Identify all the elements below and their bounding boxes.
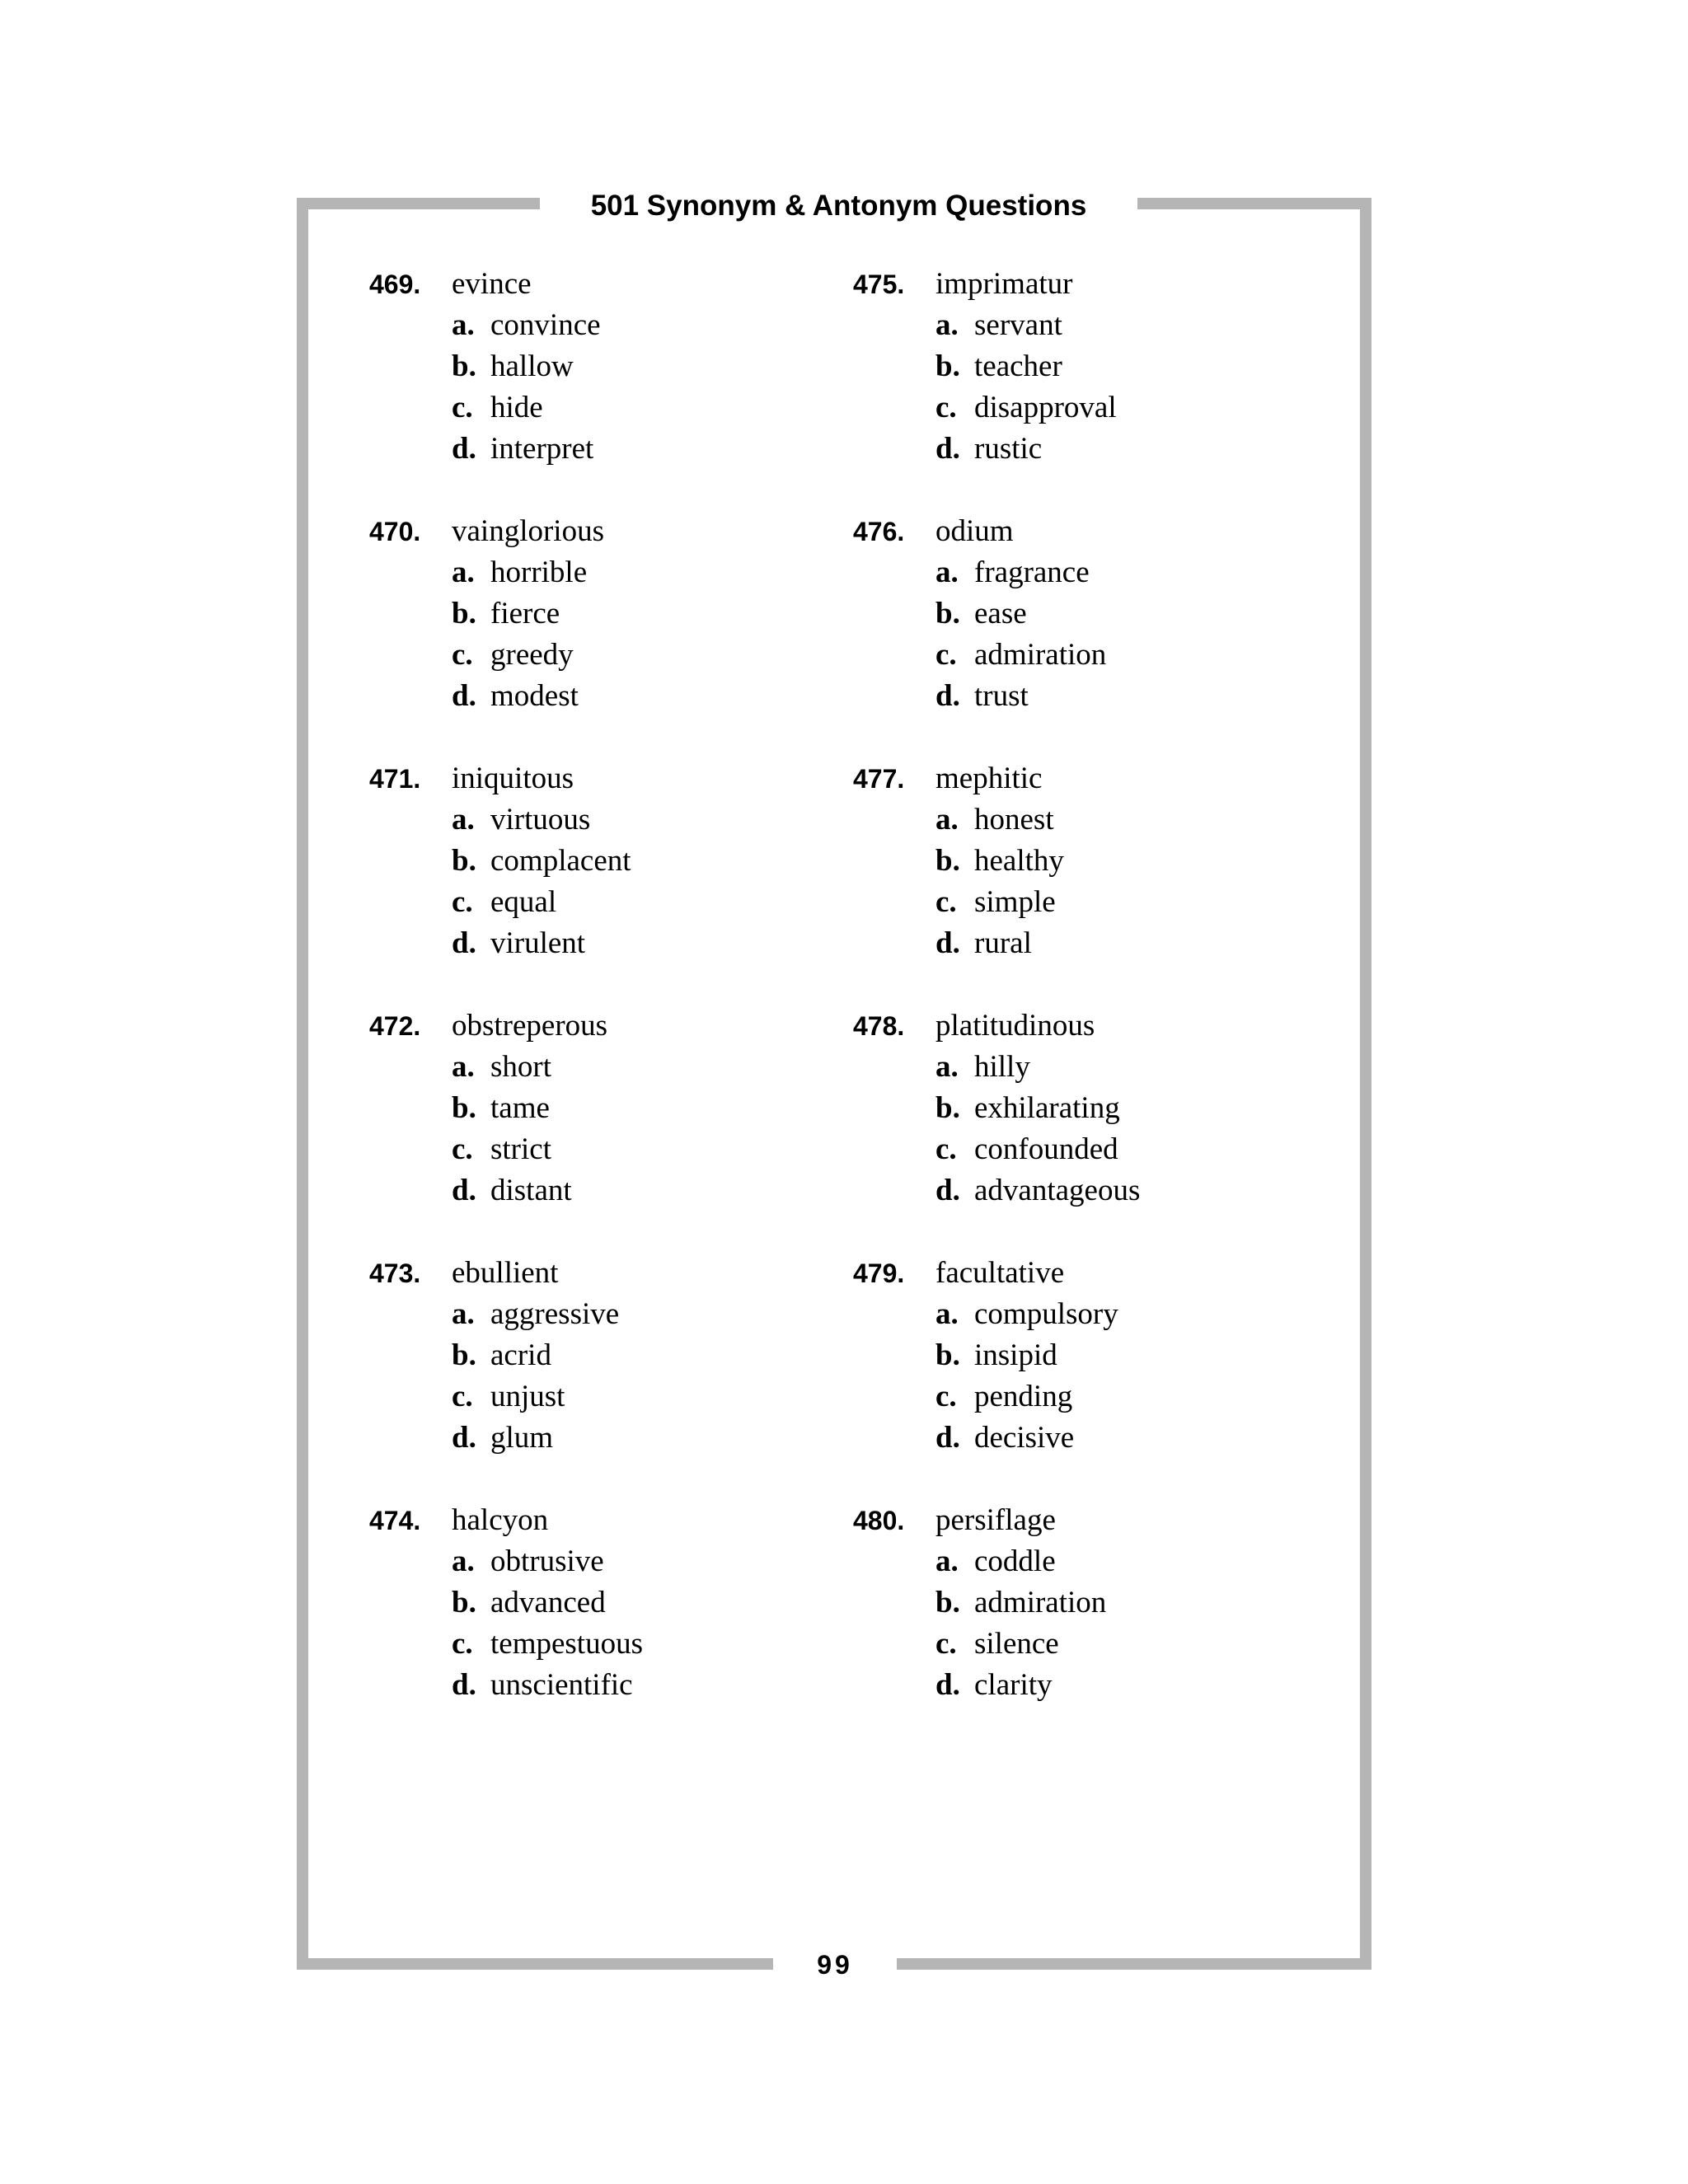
option-b — [935, 593, 1106, 635]
option-b — [452, 1582, 643, 1624]
option-list — [935, 799, 1064, 964]
option-letter: d. — [935, 926, 960, 960]
option-b — [452, 1335, 619, 1376]
question-word: persiflage — [935, 1503, 1056, 1537]
option-c — [935, 1376, 1118, 1418]
option-d — [935, 923, 1064, 964]
question-473 — [369, 1253, 798, 1500]
question-477 — [853, 758, 1282, 1005]
option-b — [935, 1088, 1140, 1129]
option-letter: d. — [452, 1421, 476, 1455]
question-469 — [369, 264, 798, 511]
option-a — [935, 1047, 1140, 1088]
option-letter: a. — [452, 1297, 475, 1331]
option-text: modest — [490, 679, 579, 713]
option-list — [935, 1047, 1140, 1212]
option-a — [452, 1294, 619, 1335]
option-text: admiration — [974, 1586, 1107, 1619]
question-number: 469. — [369, 269, 421, 299]
option-letter: b. — [452, 1586, 476, 1619]
option-b — [452, 1088, 572, 1129]
option-letter: b. — [452, 1091, 476, 1125]
page-number: 99 — [817, 1950, 853, 1980]
option-letter: c. — [452, 885, 473, 919]
question-number: 477. — [853, 764, 905, 794]
option-letter: c. — [935, 1380, 957, 1413]
option-c — [935, 882, 1064, 923]
option-letter: c. — [452, 391, 473, 424]
option-text: interpret — [490, 432, 594, 466]
option-text: teacher — [974, 349, 1062, 383]
option-text: hallow — [490, 349, 574, 383]
option-d — [452, 1665, 643, 1706]
option-text: equal — [490, 885, 557, 919]
option-c — [452, 387, 601, 429]
question-474 — [369, 1500, 798, 1747]
option-text: rustic — [974, 432, 1043, 466]
option-text: silence — [974, 1627, 1059, 1661]
option-letter: a. — [935, 1297, 959, 1331]
option-d — [935, 1170, 1140, 1212]
question-number: 470. — [369, 517, 421, 546]
option-letter: c. — [935, 391, 957, 424]
option-text: servant — [974, 308, 1062, 342]
option-a — [935, 305, 1117, 346]
option-letter: b. — [935, 1586, 960, 1619]
option-letter: d. — [935, 1174, 960, 1207]
option-a — [935, 552, 1106, 593]
option-letter: d. — [452, 432, 476, 466]
option-text: hilly — [974, 1050, 1030, 1084]
option-text: virtuous — [490, 803, 591, 837]
option-b — [935, 1335, 1118, 1376]
option-text: compulsory — [974, 1297, 1118, 1331]
option-letter: a. — [452, 1544, 475, 1578]
question-number: 480. — [853, 1506, 905, 1535]
question-number: 474. — [369, 1506, 421, 1535]
option-text: obtrusive — [490, 1544, 604, 1578]
question-number: 473. — [369, 1258, 421, 1288]
option-list — [935, 1294, 1118, 1459]
option-text: greedy — [490, 638, 574, 672]
option-a — [935, 1541, 1106, 1582]
option-letter: c. — [935, 1132, 957, 1166]
question-475 — [853, 264, 1282, 511]
option-text: glum — [490, 1421, 554, 1455]
option-text: clarity — [974, 1668, 1053, 1702]
option-text: distant — [490, 1174, 572, 1207]
option-text: trust — [974, 679, 1029, 713]
question-word: halcyon — [452, 1503, 549, 1537]
option-c — [935, 387, 1117, 429]
option-list — [452, 1294, 619, 1459]
question-number: 479. — [853, 1258, 905, 1288]
question-472 — [369, 1005, 798, 1253]
option-list — [452, 799, 631, 964]
question-word: ebullient — [452, 1256, 559, 1290]
option-letter: c. — [452, 638, 473, 672]
option-text: aggressive — [490, 1297, 620, 1331]
option-letter: c. — [452, 1627, 473, 1661]
option-list — [452, 1047, 572, 1212]
page-title: 501 Synonym & Antonym Questions — [590, 190, 1087, 222]
option-letter: d. — [452, 926, 476, 960]
option-text: honest — [974, 803, 1054, 837]
option-d — [935, 676, 1106, 717]
option-b — [935, 1582, 1106, 1624]
option-list — [452, 552, 587, 717]
question-480 — [853, 1500, 1282, 1747]
option-text: unjust — [490, 1380, 565, 1413]
option-list — [452, 1541, 643, 1706]
question-word: vainglorious — [452, 514, 604, 548]
option-list — [452, 305, 601, 470]
question-471 — [369, 758, 798, 1005]
option-d — [452, 1170, 572, 1212]
option-letter: d. — [935, 432, 960, 466]
option-d — [452, 1418, 619, 1459]
option-d — [935, 1665, 1106, 1706]
option-letter: a. — [452, 1050, 475, 1084]
option-text: fierce — [490, 597, 560, 630]
option-letter: a. — [935, 308, 959, 342]
question-word: iniquitous — [452, 762, 574, 795]
option-letter: b. — [452, 597, 476, 630]
option-c — [935, 1624, 1106, 1665]
option-letter: c. — [452, 1132, 473, 1166]
option-text: healthy — [974, 844, 1064, 878]
question-476 — [853, 511, 1282, 758]
option-c — [935, 635, 1106, 676]
option-c — [452, 1624, 643, 1665]
option-letter: a. — [452, 308, 475, 342]
option-text: disapproval — [974, 391, 1117, 424]
option-d — [935, 1418, 1118, 1459]
option-text: advantageous — [974, 1174, 1141, 1207]
option-letter: a. — [935, 555, 959, 589]
option-letter: a. — [935, 1050, 959, 1084]
option-letter: d. — [452, 1668, 476, 1702]
option-a — [452, 799, 631, 841]
option-b — [452, 346, 601, 387]
option-letter: a. — [452, 803, 475, 837]
question-470 — [369, 511, 798, 758]
option-text: fragrance — [974, 555, 1090, 589]
question-column-right — [853, 264, 1282, 1747]
option-text: advanced — [490, 1586, 606, 1619]
question-word: facultative — [935, 1256, 1065, 1290]
option-b — [452, 593, 587, 635]
option-letter: b. — [452, 844, 476, 878]
question-column-left — [369, 264, 798, 1747]
option-letter: d. — [935, 1668, 960, 1702]
option-text: exhilarating — [974, 1091, 1120, 1125]
option-d — [452, 429, 601, 470]
option-text: coddle — [974, 1544, 1056, 1578]
question-word: evince — [452, 267, 532, 301]
option-b — [935, 841, 1064, 882]
option-text: rural — [974, 926, 1032, 960]
option-letter: d. — [452, 1174, 476, 1207]
option-letter: d. — [935, 1421, 960, 1455]
option-text: unscientific — [490, 1668, 633, 1702]
option-letter: b. — [935, 1338, 960, 1372]
option-text: ease — [974, 597, 1027, 630]
option-letter: b. — [935, 844, 960, 878]
option-a — [935, 799, 1064, 841]
question-word: imprimatur — [935, 267, 1073, 301]
question-number: 478. — [853, 1011, 905, 1041]
option-text: complacent — [490, 844, 631, 878]
option-text: strict — [490, 1132, 551, 1166]
option-text: simple — [974, 885, 1056, 919]
option-b — [935, 346, 1117, 387]
option-text: insipid — [974, 1338, 1057, 1372]
option-text: short — [490, 1050, 551, 1084]
option-text: admiration — [974, 638, 1107, 672]
option-letter: b. — [452, 349, 476, 383]
question-number: 476. — [853, 517, 905, 546]
option-text: horrible — [490, 555, 588, 589]
question-479 — [853, 1253, 1282, 1500]
option-text: tame — [490, 1091, 550, 1125]
option-letter: b. — [935, 597, 960, 630]
option-d — [452, 923, 631, 964]
option-a — [452, 552, 587, 593]
question-word: odium — [935, 514, 1014, 548]
option-letter: b. — [935, 1091, 960, 1125]
option-c — [452, 635, 587, 676]
option-letter: b. — [935, 349, 960, 383]
option-text: hide — [490, 391, 543, 424]
question-word: obstreperous — [452, 1009, 608, 1043]
question-word: mephitic — [935, 762, 1043, 795]
option-letter: a. — [935, 1544, 959, 1578]
option-a — [935, 1294, 1118, 1335]
option-c — [452, 882, 631, 923]
option-list — [935, 552, 1106, 717]
option-letter: c. — [935, 885, 957, 919]
option-b — [452, 841, 631, 882]
question-number: 475. — [853, 269, 905, 299]
option-text: pending — [974, 1380, 1073, 1413]
option-letter: b. — [452, 1338, 476, 1372]
option-text: confounded — [974, 1132, 1118, 1166]
option-letter: c. — [935, 1627, 957, 1661]
option-c — [452, 1376, 619, 1418]
question-number: 471. — [369, 764, 421, 794]
option-letter: d. — [452, 679, 476, 713]
option-c — [935, 1129, 1140, 1170]
option-a — [452, 1047, 572, 1088]
option-a — [452, 305, 601, 346]
option-letter: a. — [452, 555, 475, 589]
question-478 — [853, 1005, 1282, 1253]
option-text: decisive — [974, 1421, 1075, 1455]
option-letter: d. — [935, 679, 960, 713]
option-text: virulent — [490, 926, 586, 960]
option-list — [935, 1541, 1106, 1706]
option-letter: c. — [452, 1380, 473, 1413]
option-list — [935, 305, 1117, 470]
option-d — [935, 429, 1117, 470]
option-c — [452, 1129, 572, 1170]
option-text: convince — [490, 308, 601, 342]
option-letter: c. — [935, 638, 957, 672]
option-text: acrid — [490, 1338, 551, 1372]
option-text: tempestuous — [490, 1627, 643, 1661]
option-letter: a. — [935, 803, 959, 837]
option-a — [452, 1541, 643, 1582]
question-word: platitudinous — [935, 1009, 1095, 1043]
question-number: 472. — [369, 1011, 421, 1041]
option-d — [452, 676, 587, 717]
